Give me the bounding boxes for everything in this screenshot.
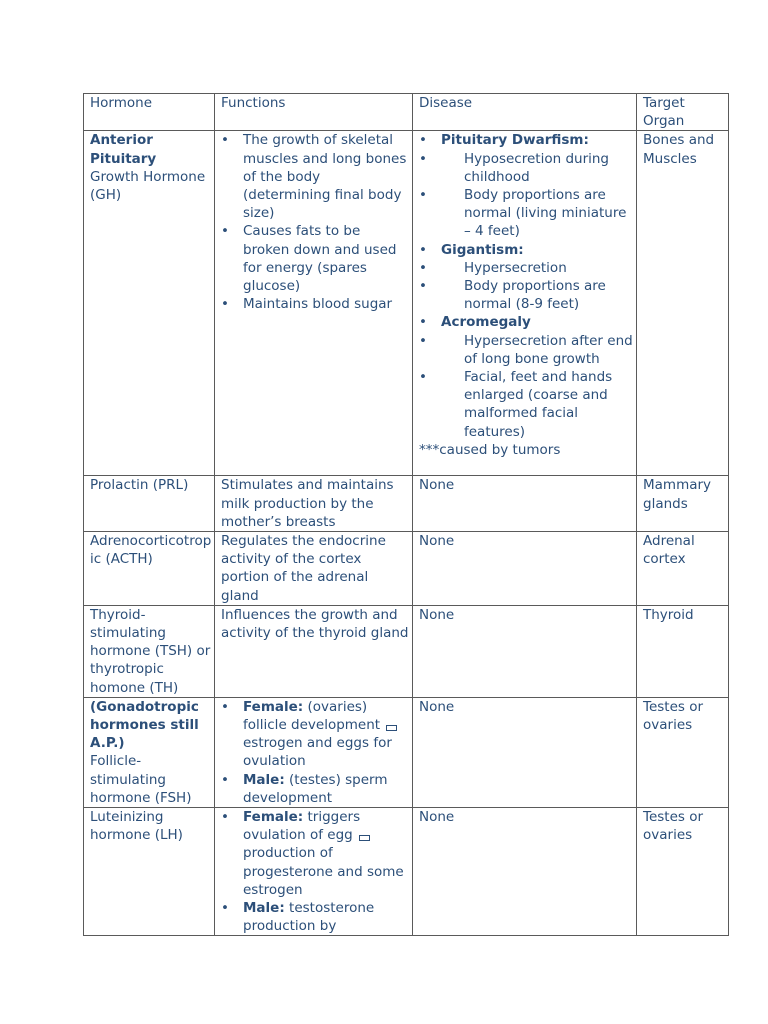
functions-list (221, 698, 410, 807)
functions-cell: Regulates the endocrine activity of the cortex portion of the adrenal gland (215, 532, 413, 606)
functions-list (221, 131, 410, 313)
header-disease: Disease (413, 94, 637, 131)
list-item: • The growth of skeletal muscles and long bones of the body (determining final body size) (221, 131, 410, 222)
list-item: • Female: triggers ovulation of egg production of progesterone and some estrogen (221, 808, 410, 899)
hormone-name: Follicle-stimulating hormone (FSH) (90, 753, 192, 806)
disease-cell: None (413, 476, 637, 532)
header-functions: Functions (215, 94, 413, 131)
disease-list (419, 313, 634, 331)
table-row (84, 532, 729, 606)
disease-sublist (419, 259, 634, 314)
bullet-icon: • (419, 150, 427, 167)
list-item (419, 313, 634, 331)
list-item: • Facial, feet and hands enlarged (coarse and malformed facial features) (419, 369, 613, 440)
disease-cell: None (413, 605, 637, 697)
hormone-group-label: Anterior Pituitary (90, 132, 157, 167)
hormone-table (83, 93, 729, 936)
target-organ-cell: Mammary glands (637, 476, 729, 532)
list-item: • Female: (ovaries) follicle development estrogen and eggs for ovulation (221, 698, 410, 771)
target-organ-cell: Adrenal cortex (637, 532, 729, 606)
disease-cell (413, 131, 637, 476)
functions-list (221, 808, 410, 935)
table-header-row (84, 94, 729, 131)
table-row (84, 697, 729, 807)
header-target-organ: Target Organ (637, 94, 729, 131)
disease-sublist (419, 332, 634, 441)
table-row (84, 808, 729, 936)
list-item: • Hypersecretion (419, 259, 567, 276)
arrow-icon (386, 725, 397, 731)
list-item: • Maintains blood sugar (221, 295, 410, 313)
hormone-name: Growth Hormone (GH) (90, 168, 206, 204)
disease-cell: None (413, 697, 637, 807)
table-row (84, 131, 729, 476)
functions-cell (215, 131, 413, 476)
list-item: • Male: (testes) sperm development (221, 771, 410, 807)
list-item: • Male: testosterone production by (221, 899, 410, 935)
hormone-cell: Adrenocorticotropic (ACTH) (84, 532, 215, 606)
bullet-icon: • (419, 369, 427, 386)
disease-list (419, 131, 634, 149)
target-organ-cell: Testes or ovaries (637, 697, 729, 807)
disease-cell: None (413, 808, 637, 936)
target-organ-cell: Testes or ovaries (637, 808, 729, 936)
list-item: • Causes fats to be broken down and used for energy (spares glucose) (221, 222, 410, 295)
disease-cell: None (413, 532, 637, 606)
disease-list (419, 241, 634, 259)
bullet-icon: • (419, 187, 427, 204)
hormone-cell: Prolactin (PRL) (84, 476, 215, 532)
table-row (84, 605, 729, 697)
disease-name: Gigantism: (441, 241, 524, 258)
bullet-icon: • (419, 259, 427, 276)
target-organ-cell: Bones and Muscles (637, 131, 729, 476)
header-hormone: Hormone (84, 94, 215, 131)
list-item (419, 241, 634, 259)
hormone-cell (84, 131, 215, 476)
functions-cell (215, 697, 413, 807)
list-item: • Hyposecretion during childhood (419, 150, 609, 185)
list-item (419, 131, 634, 149)
bullet-icon: • (419, 332, 427, 349)
disease-note: ***caused by tumors (419, 441, 561, 458)
hormone-group-label: (Gonadotropic hormones still A.P.) (90, 698, 199, 752)
functions-cell (215, 808, 413, 936)
functions-cell: Stimulates and maintains milk production by the mother’s breasts (215, 476, 413, 532)
hormone-cell (84, 697, 215, 807)
table-row (84, 476, 729, 532)
disease-name: Acromegaly (441, 314, 531, 331)
bullet-icon: • (419, 278, 427, 295)
list-item: • Body proportions are normal (8-9 feet) (419, 278, 606, 313)
functions-cell: Influences the growth and activity of the thyroid gland (215, 605, 413, 697)
target-organ-cell: Thyroid (637, 605, 729, 697)
hormone-cell: Luteinizing hormone (LH) (84, 808, 215, 936)
disease-sublist (419, 150, 634, 241)
arrow-icon (359, 835, 370, 841)
disease-name: Pituitary Dwarfism: (441, 132, 589, 149)
hormone-cell: Thyroid-stimulating hormone (TSH) or thyrotropic homone (TH) (84, 605, 215, 697)
list-item: • Hypersecretion after end of long bone growth (419, 332, 633, 367)
list-item: • Body proportions are normal (living miniature – 4 feet) (419, 187, 627, 240)
